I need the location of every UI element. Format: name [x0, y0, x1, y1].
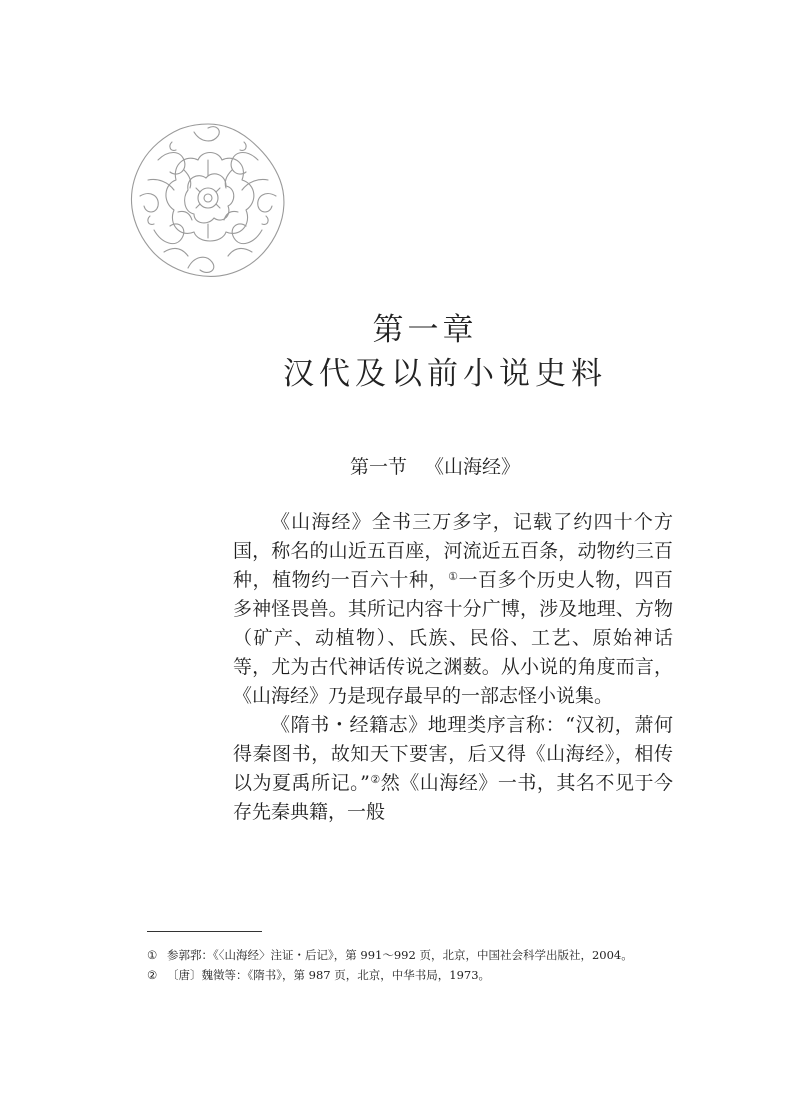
footnote-ref[interactable]: ①: [448, 570, 459, 583]
footnotes: [147, 945, 667, 985]
footnote-text: 〔唐〕魏徵等：《隋书》，第 987 页，北京，中华书局，1973。: [167, 968, 491, 982]
footnote-mark: ②: [147, 968, 158, 982]
footnote: [147, 965, 667, 985]
footnote: [147, 945, 667, 965]
paragraph: [233, 508, 673, 711]
chapter-number: 第一章: [372, 312, 478, 348]
footnote-mark: ①: [147, 948, 158, 962]
body-text: [233, 508, 673, 827]
paragraph-text: 《隋书・经籍志》地理类序言称：“汉初，萧何得秦图书，故知天下要害，后又得《山海经》，相传以为夏禹所记。”: [233, 714, 673, 794]
paragraph: [233, 711, 673, 827]
section-heading: [300, 452, 570, 479]
footnote-divider: [147, 931, 262, 932]
peony-medallion-icon: [128, 120, 288, 280]
section-title: 《山海经》: [425, 456, 521, 478]
paragraph-text: 《山海经》全书三万多字，记载了约四十个方国，称名的山近五百座，河流近五百条，动物约三百种，植物约一百六十种，: [233, 511, 673, 591]
chapter-title: 汉代及以前小说史料: [283, 356, 607, 392]
section-number: 第一节: [349, 456, 407, 478]
footnote-text: 参郭郛：《〈山海经〉注证・后记》，第 991～992 页，北京，中国社会科学出版社，2004。: [167, 948, 633, 962]
paragraph-text: 一百多个历史人物，四百多神怪畏兽。其所记内容十分广博，涉及地理、方物（矿产、动植物）、氏族、民俗、工艺、原始神话等，尤为古代神话传说之渊薮。从小说的角度而言，《山海经》乃是现存最早的一部志怪小说集。: [233, 569, 673, 707]
paragraph-text: 然《山海经》一书，其名不见于今存先秦典籍，一般: [233, 772, 673, 823]
footnote-ref[interactable]: ②: [369, 773, 381, 786]
